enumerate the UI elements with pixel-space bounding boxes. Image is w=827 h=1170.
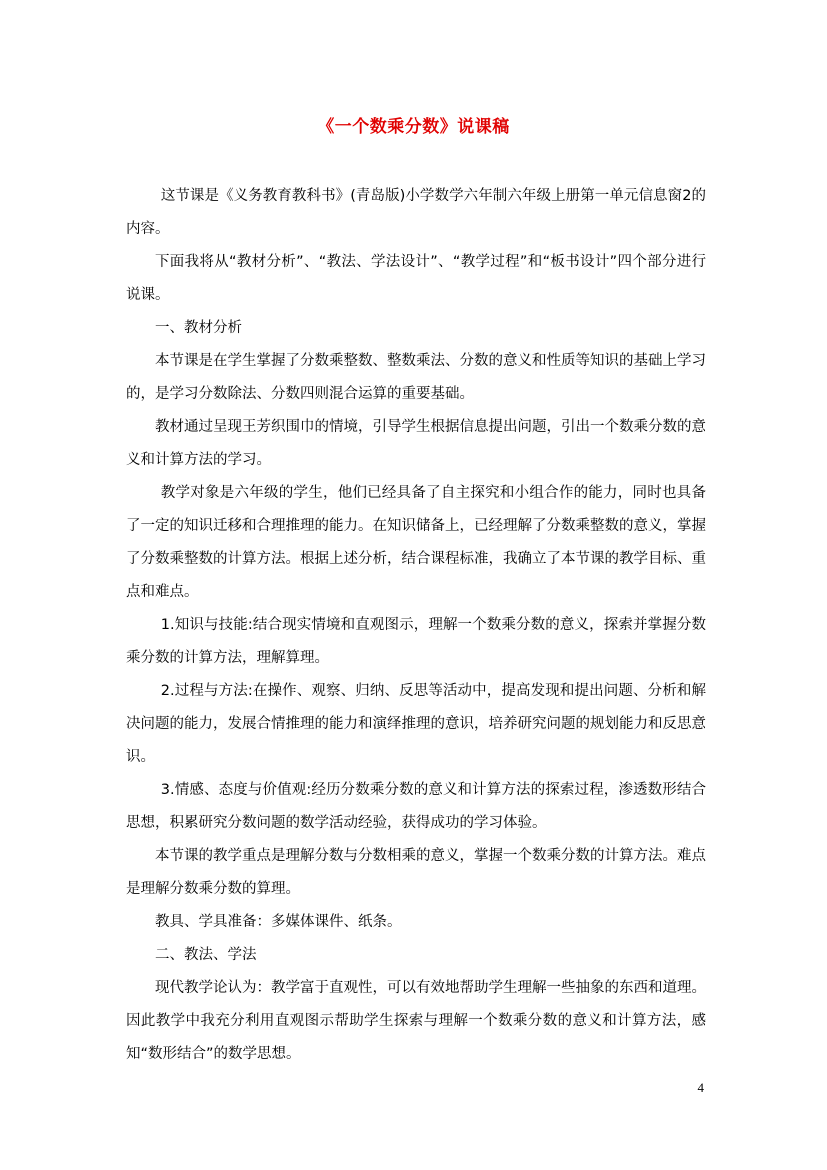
section-heading-teaching-methods: 二、教法、学法 [155,947,257,963]
paragraph-students: 教学对象是六年级的学生，他们已经具备了自主探究和小组合作的能力，同时也具备了一定的知识迁移和合理推理的能力。在知识储备上，已经理解了分数乘整数的意义，掌握了分数乘整数的计算方法。根据上述分析，结合课程标准，我确立了本节课的教学目标、重点和难点。 [126,485,706,600]
goal-knowledge-skills: 1.知识与技能:结合现实情境和直观图示，理解一个数乘分数的意义，探索并掌握分数乘分数的计算方法，理解算理。 [126,617,706,666]
paragraph-foundation: 本节课是在学生掌握了分数乘整数、整数乘法、分数的意义和性质等知识的基础上学习的，是学习分数除法、分数四则混合运算的重要基础。 [126,353,706,402]
document-body [126,180,706,1071]
paragraph-materials: 教具、学具准备：多媒体课件、纸条。 [155,914,402,930]
goal-process-methods: 2.过程与方法:在操作、观察、归纳、反思等活动中，提高发现和提出问题、分析和解决问题的能力，发展合情推理的能力和演绎推理的意识，培养研究问题的规划能力和反思意识。 [126,683,706,765]
paragraph-intro: 这节课是《义务教育教科书》(青岛版)小学数学六年制六年级上册第一单元信息窗2的内容。 [126,188,706,237]
paragraph-outline: 下面我将从“教材分析”、“教法、学法设计”、“教学过程”和“板书设计”四个部分进行说课。 [126,254,706,303]
document-title: 《一个数乘分数》说课稿 [317,117,510,137]
paragraph-textbook-context: 教材通过呈现王芳织围巾的情境，引导学生根据信息提出问题，引出一个数乘分数的意义和计算方法的学习。 [126,419,706,468]
goal-attitudes-values: 3.情感、态度与价值观:经历分数乘分数的意义和计算方法的探索过程，渗透数形结合思想，积累研究分数问题的数学活动经验，获得成功的学习体验。 [126,782,706,831]
page-number: 4 [697,1080,704,1095]
paragraph-modern-teaching: 现代教学论认为：教学富于直观性，可以有效地帮助学生理解一些抽象的东西和道理。因此教学中我充分利用直观图示帮助学生探索与理解一个数乘分数的意义和计算方法，感知“数形结合”的数学思想。 [126,980,706,1062]
paragraph-key-points: 本节课的教学重点是理解分数与分数相乘的意义，掌握一个数乘分数的计算方法。难点是理解分数乘分数的算理。 [126,848,706,897]
section-heading-textbook-analysis: 一、教材分析 [155,320,242,336]
